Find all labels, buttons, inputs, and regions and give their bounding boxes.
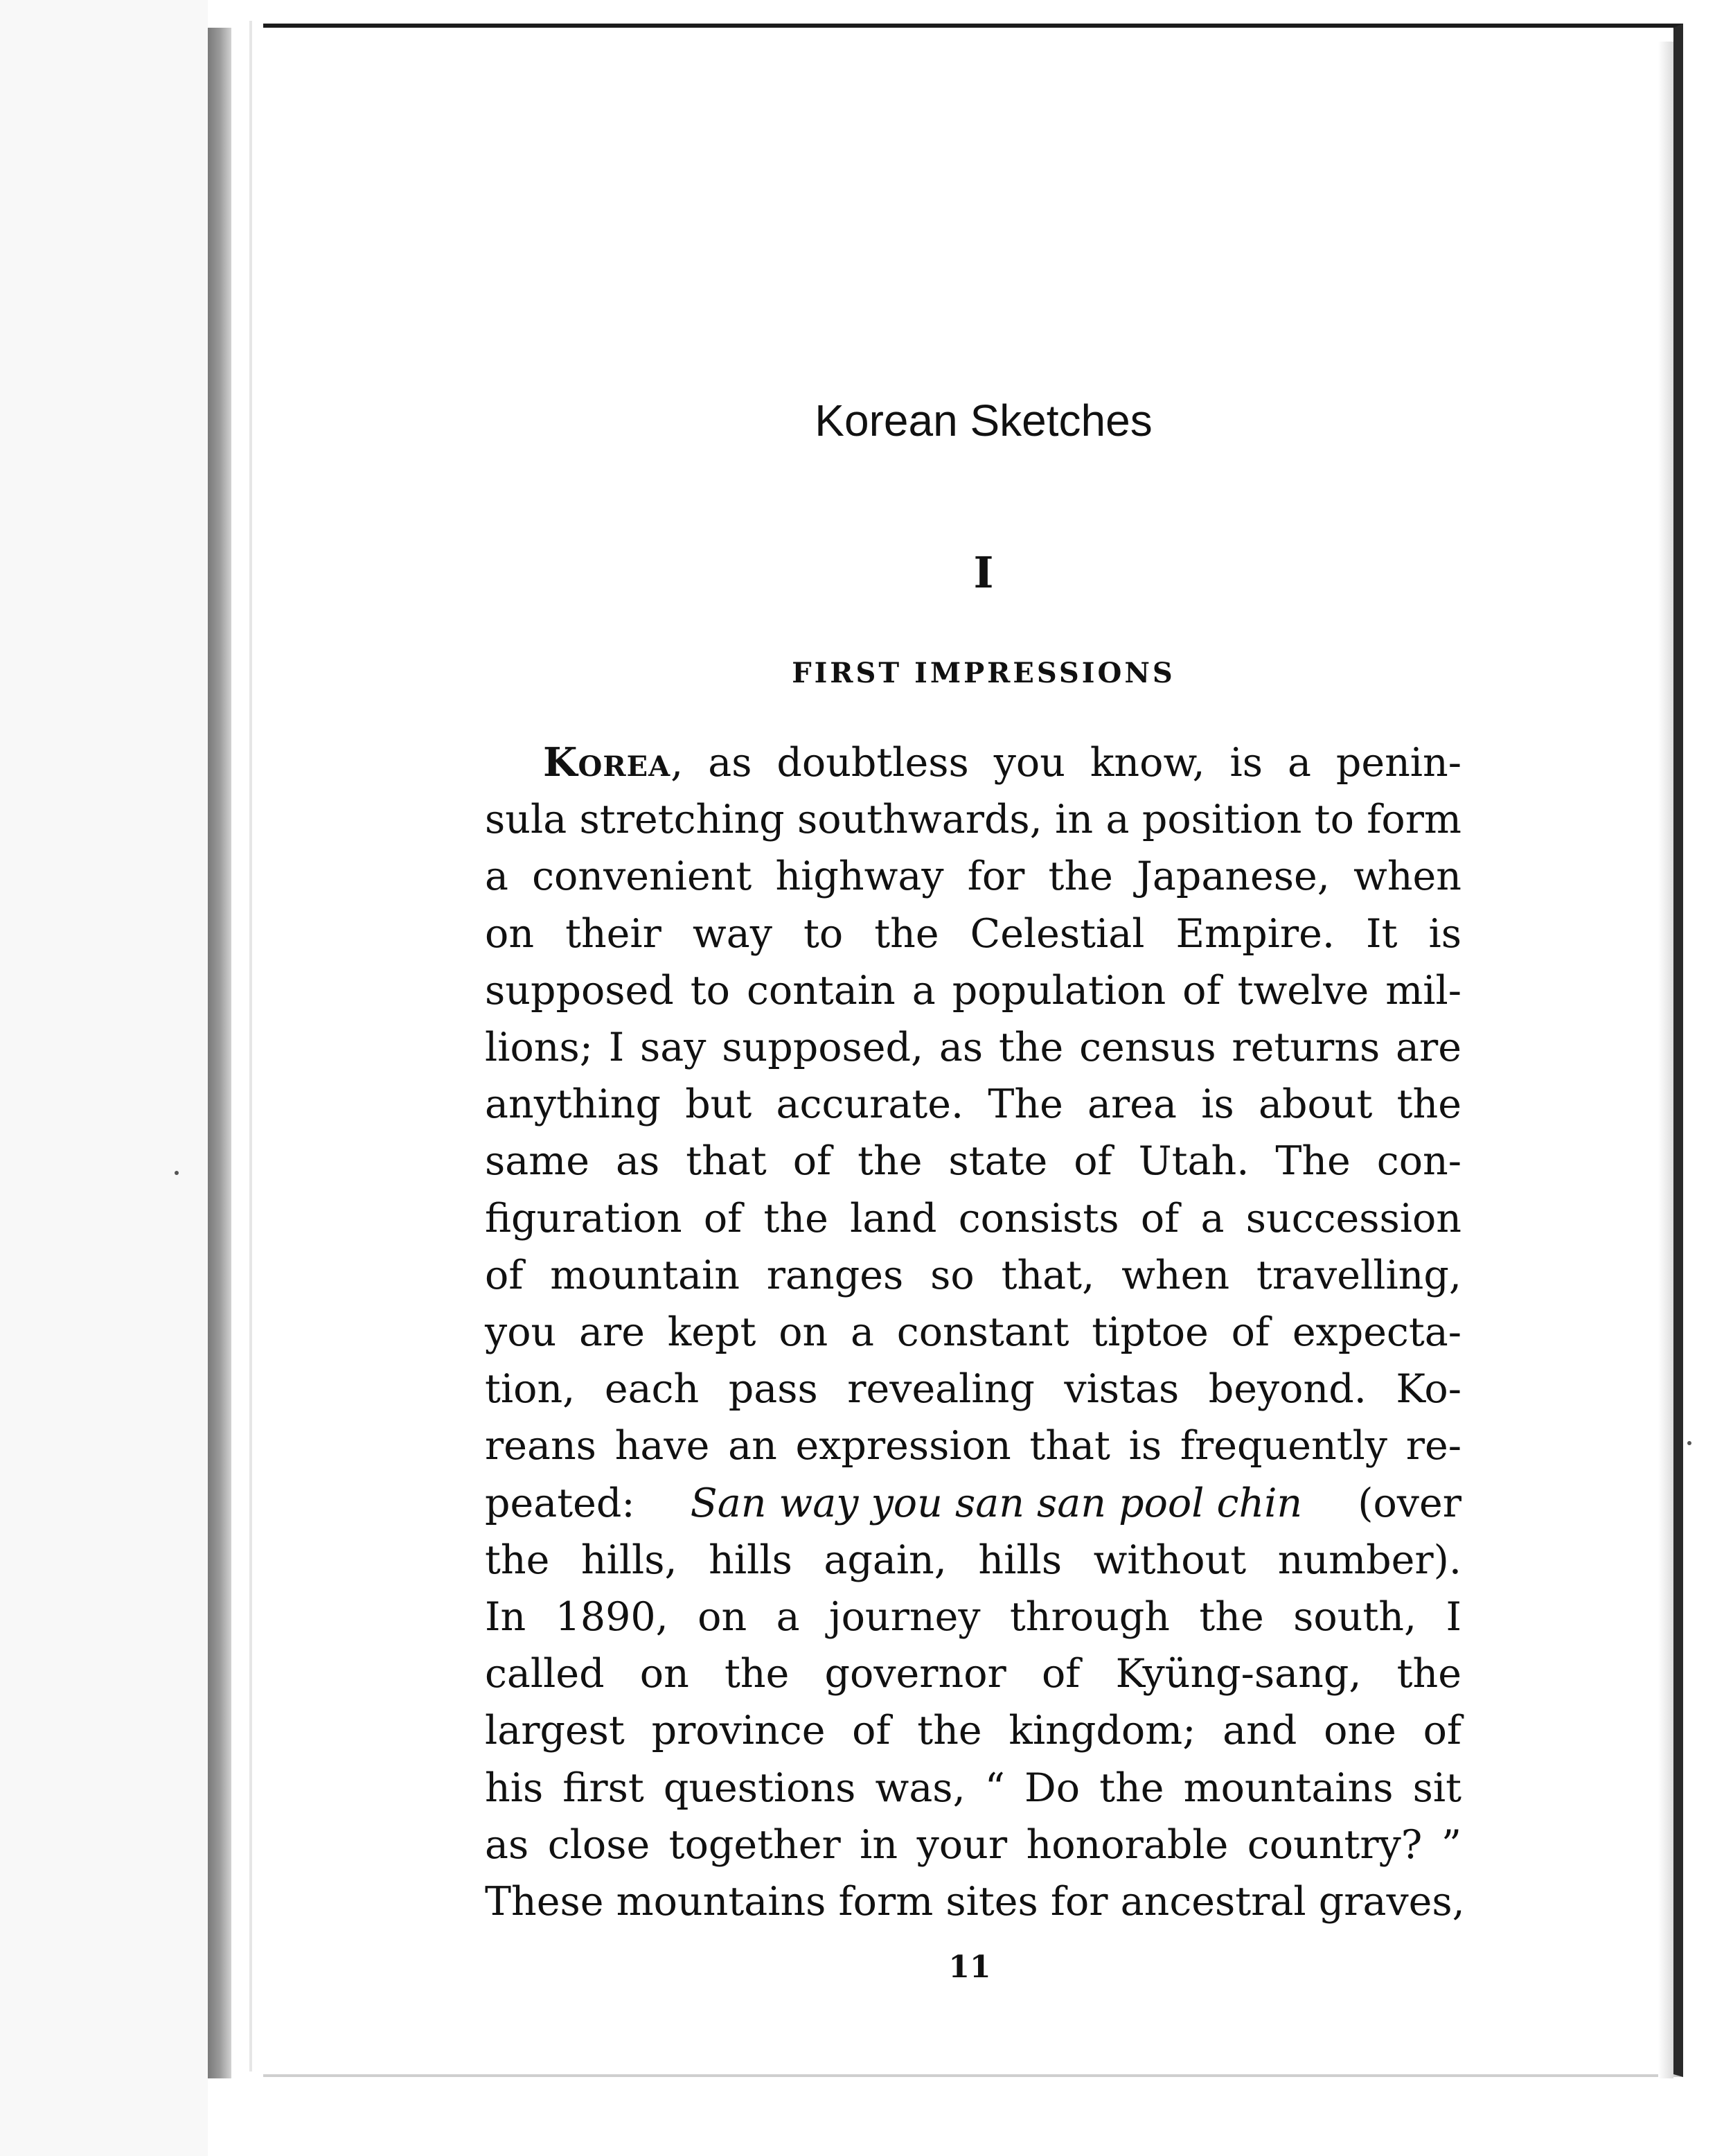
running-head: Korean Sketches [815, 396, 1153, 445]
text-span: peated: [485, 1480, 635, 1526]
text-line: his first questions was, “ Do the mountains sit [485, 1765, 1461, 1811]
text-line: you are kept on a constant tiptoe of expecta- [485, 1309, 1461, 1356]
text-line: figuration of the land consists of a succession [485, 1195, 1461, 1242]
text-line: as close together in your honorable country? ” [485, 1821, 1461, 1868]
text-line: a convenient highway for the Japanese, when [485, 854, 1461, 900]
text-line [485, 734, 1461, 791]
facing-page-blank [0, 0, 208, 2156]
text-line: same as that of the state of Utah. The con- [485, 1138, 1461, 1185]
scan-speck [175, 1171, 179, 1175]
text-line: tion, each pass revealing vistas beyond. Ko- [485, 1366, 1461, 1413]
text-span: , as doubtless you know, is a penin- [670, 740, 1461, 786]
text-line [485, 1475, 1461, 1532]
text-line: sula stretching southwards, in a position to form [485, 797, 1461, 843]
text-line: reans have an expression that is frequently re- [485, 1423, 1461, 1469]
page-number: 11 [948, 1950, 991, 1985]
chapter-title: FIRST IMPRESSIONS [792, 657, 1175, 689]
body-paragraph [485, 734, 1465, 1930]
text-line: anything but accurate. The area is about the [485, 1081, 1461, 1128]
text-line: called on the governor of Kyüng-sang, the [485, 1651, 1461, 1697]
scan-speck [1687, 1441, 1691, 1445]
binding-spine-shadow [208, 28, 231, 2078]
text-line: supposed to contain a population of twelve mil- [485, 967, 1461, 1014]
text-line: largest province of the kingdom; and one of [485, 1708, 1461, 1754]
page-edge-shadow [1658, 42, 1673, 2078]
page-fold-line [249, 21, 252, 2071]
text-line: These mountains form sites for ancestral graves, [485, 1879, 1465, 1925]
text-line: on their way to the Celestial Empire. It is [485, 910, 1461, 957]
text-line: In 1890, on a journey through the south, I [485, 1594, 1461, 1641]
text-line: lions; I say supposed, as the census returns are [485, 1025, 1461, 1071]
italic-phrase: San way you san san pool chin [690, 1480, 1303, 1526]
chapter-number: I [973, 547, 994, 598]
text-line: of mountain ranges so that, when travelling, [485, 1252, 1461, 1298]
text-line: the hills, hills again, hills without number). [485, 1537, 1461, 1583]
text-span: (over [1358, 1480, 1461, 1526]
opening-word: Korea [543, 739, 671, 786]
